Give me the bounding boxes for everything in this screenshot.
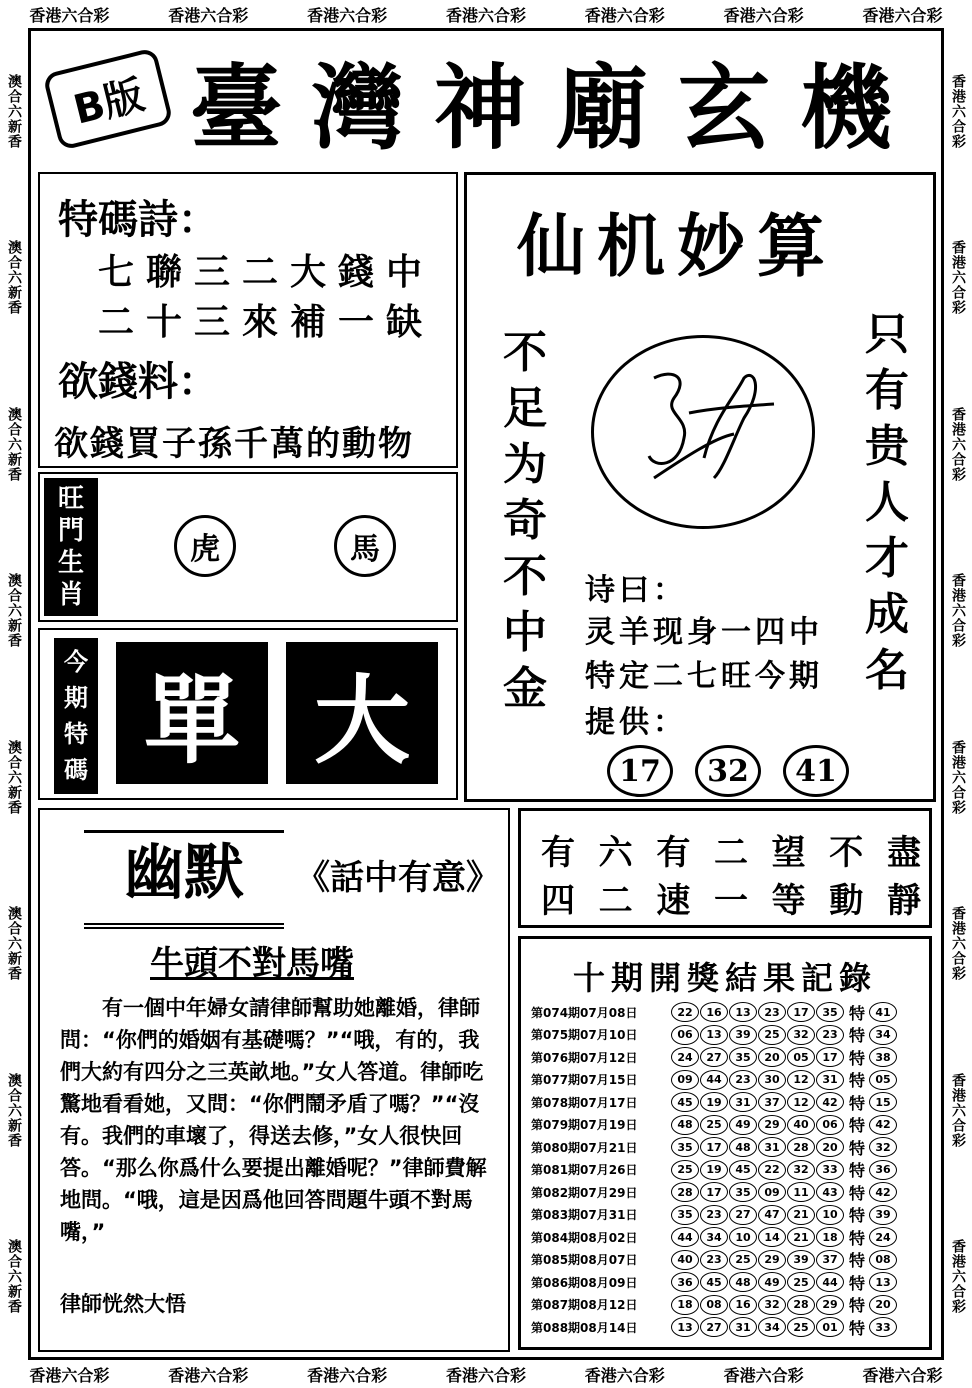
proverb-char: 一 bbox=[713, 881, 748, 921]
draw-period: 第088期08月14日 bbox=[531, 1320, 638, 1335]
special-number-ball: 42 bbox=[869, 1115, 897, 1135]
number-ball: 32 bbox=[695, 745, 761, 797]
number-ball: 21 bbox=[787, 1205, 815, 1225]
number-ball: 13 bbox=[671, 1317, 699, 1337]
label-char: 特 bbox=[64, 720, 88, 748]
proverb-char: 速 bbox=[656, 881, 691, 921]
number-ball: 18 bbox=[816, 1227, 844, 1247]
draw-period: 第076期07月12日 bbox=[531, 1050, 638, 1065]
proverb-section bbox=[518, 808, 932, 928]
special-label: 特 bbox=[848, 1206, 865, 1226]
draw-period: 第083期07月31日 bbox=[531, 1208, 638, 1223]
right-border-strip bbox=[944, 28, 972, 1360]
number-ball: 25 bbox=[700, 1115, 728, 1135]
handwriting-circle bbox=[591, 335, 815, 529]
poem-line-2: 特定二七旺今期 bbox=[585, 659, 823, 694]
provide-label: 提供： bbox=[585, 705, 687, 740]
border-text: 香港六合彩 bbox=[950, 573, 966, 649]
poem-line-2: 二十三來補一缺 bbox=[98, 301, 435, 343]
number-ball: 21 bbox=[787, 1227, 815, 1247]
xianji-section bbox=[464, 172, 936, 802]
number-ball: 23 bbox=[700, 1205, 728, 1225]
results-section bbox=[518, 936, 932, 1350]
table-row bbox=[531, 1181, 929, 1204]
label-char: 門 bbox=[57, 516, 84, 546]
number-ball: 06 bbox=[816, 1115, 844, 1135]
page-title: 臺灣神廟玄機 bbox=[190, 54, 923, 162]
number-ball: 12 bbox=[787, 1070, 815, 1090]
right-vertical-text bbox=[865, 307, 909, 699]
number-ball: 23 bbox=[816, 1025, 844, 1045]
bottom-border-strip bbox=[0, 1360, 972, 1388]
number-ball: 17 bbox=[607, 745, 673, 797]
label-char: 旺 bbox=[57, 484, 84, 514]
handwriting-glyph bbox=[594, 338, 806, 520]
special-number-ball: 42 bbox=[869, 1182, 897, 1202]
border-text: 香港六合彩 bbox=[950, 406, 966, 482]
number-ball: 25 bbox=[787, 1272, 815, 1292]
number-ball: 31 bbox=[729, 1317, 757, 1337]
special-label: 特 bbox=[848, 1251, 865, 1271]
number-ball: 35 bbox=[816, 1002, 844, 1022]
table-row bbox=[531, 1091, 929, 1114]
border-text: 澳合六新香 bbox=[6, 573, 22, 649]
joke-body: 有一個中年婦女請律師幫助她離婚，律師問：“你們的婚姻有基礎嗎？”“哦，有的，我們大約有四分之三英畝地。”女人答道。律師吃驚地看看她，又問：“你們鬧矛盾了嗎？”“沒有。我們的車壞了，得送去修，”女人很快回答。“那么你爲什么要提出離婚呢？”律師費解地問。“哦，這是因爲他回答問題牛頭不對馬嘴，” bbox=[60, 996, 487, 1244]
vertical-char: 成 bbox=[865, 589, 909, 640]
joke-ending: 律師恍然大悟 bbox=[60, 1292, 186, 1316]
results-list bbox=[531, 1001, 929, 1339]
number-ball: 22 bbox=[671, 1002, 699, 1022]
table-row bbox=[531, 1114, 929, 1137]
top-border-strip bbox=[0, 0, 972, 28]
number-ball: 48 bbox=[729, 1137, 757, 1157]
label-char: 生 bbox=[57, 548, 84, 578]
number-ball: 35 bbox=[671, 1205, 699, 1225]
number-ball: 41 bbox=[783, 745, 849, 797]
number-ball: 30 bbox=[758, 1070, 786, 1090]
results-title: 十期開獎結果記錄 bbox=[572, 959, 877, 997]
proverb-char: 靜 bbox=[886, 881, 921, 921]
number-ball: 08 bbox=[700, 1295, 728, 1315]
number-ball: 12 bbox=[787, 1092, 815, 1112]
border-text: 香港六合彩 bbox=[168, 1365, 249, 1385]
draw-period: 第079期07月19日 bbox=[531, 1118, 638, 1133]
draw-period: 第086期08月09日 bbox=[531, 1275, 638, 1290]
number-ball: 32 bbox=[787, 1160, 815, 1180]
border-text: 香港六合彩 bbox=[168, 5, 249, 25]
border-text: 香港六合彩 bbox=[723, 5, 804, 25]
number-ball: 17 bbox=[700, 1137, 728, 1157]
label-char: 碼 bbox=[64, 756, 88, 784]
left-vertical-text bbox=[503, 325, 547, 717]
proverb-row-1 bbox=[541, 825, 921, 874]
number-ball: 17 bbox=[787, 1002, 815, 1022]
number-ball: 40 bbox=[787, 1115, 815, 1135]
label-char: 今 bbox=[64, 648, 88, 676]
number-ball: 45 bbox=[671, 1092, 699, 1112]
proverb-char: 盡 bbox=[886, 833, 921, 873]
number-ball: 31 bbox=[758, 1137, 786, 1157]
number-ball: 32 bbox=[758, 1295, 786, 1315]
border-text: 香港六合彩 bbox=[862, 1365, 943, 1385]
number-ball: 45 bbox=[700, 1272, 728, 1292]
number-ball: 25 bbox=[671, 1160, 699, 1180]
number-ball: 44 bbox=[816, 1272, 844, 1292]
vertical-char: 中 bbox=[503, 607, 547, 658]
poem-line-1: 七聯三二大錢中 bbox=[98, 251, 435, 293]
proverb-char: 二 bbox=[598, 881, 633, 921]
table-row bbox=[531, 1159, 929, 1182]
big-value: 大 bbox=[286, 642, 438, 784]
number-ball: 27 bbox=[700, 1317, 728, 1337]
table-row bbox=[531, 1226, 929, 1249]
number-ball: 35 bbox=[729, 1182, 757, 1202]
vertical-char: 为 bbox=[503, 439, 547, 490]
number-ball: 31 bbox=[816, 1070, 844, 1090]
proverb-char: 動 bbox=[829, 881, 864, 921]
number-ball: 37 bbox=[758, 1092, 786, 1112]
proverb-char: 等 bbox=[771, 881, 806, 921]
special-label: 特 bbox=[848, 1116, 865, 1136]
number-ball: 06 bbox=[671, 1025, 699, 1045]
number-ball: 24 bbox=[671, 1047, 699, 1067]
number-ball: 32 bbox=[787, 1025, 815, 1045]
version-badge: B版 bbox=[42, 47, 173, 151]
number-ball: 34 bbox=[700, 1227, 728, 1247]
vertical-char: 有 bbox=[865, 365, 909, 416]
number-ball: 43 bbox=[816, 1182, 844, 1202]
number-ball: 19 bbox=[700, 1092, 728, 1112]
number-ball: 23 bbox=[700, 1250, 728, 1270]
number-ball: 27 bbox=[729, 1205, 757, 1225]
number-ball: 10 bbox=[729, 1227, 757, 1247]
proverb-char: 不 bbox=[829, 833, 864, 873]
table-row bbox=[531, 1294, 929, 1317]
number-ball: 17 bbox=[700, 1182, 728, 1202]
special-label: 特 bbox=[848, 1183, 865, 1203]
number-ball: 37 bbox=[816, 1250, 844, 1270]
draw-period: 第077期07月15日 bbox=[531, 1073, 638, 1088]
special-label: 特 bbox=[848, 1273, 865, 1293]
table-row bbox=[531, 1069, 929, 1092]
number-ball: 48 bbox=[671, 1115, 699, 1135]
zodiac-section bbox=[38, 472, 458, 622]
number-ball: 33 bbox=[816, 1160, 844, 1180]
number-ball: 10 bbox=[816, 1205, 844, 1225]
special-number-ball: 39 bbox=[869, 1205, 897, 1225]
number-ball: 39 bbox=[787, 1250, 815, 1270]
number-ball: 49 bbox=[729, 1115, 757, 1135]
joke-title: 幽默 bbox=[84, 830, 284, 929]
number-ball: 48 bbox=[729, 1272, 757, 1292]
special-number-ball: 15 bbox=[869, 1092, 897, 1112]
number-ball: 25 bbox=[758, 1025, 786, 1045]
special-number-ball: 20 bbox=[869, 1295, 897, 1315]
number-ball: 13 bbox=[700, 1025, 728, 1045]
draw-period: 第074期07月08日 bbox=[531, 1005, 638, 1020]
zodiac-label bbox=[44, 478, 98, 616]
border-text: 香港六合彩 bbox=[950, 73, 966, 149]
draw-period: 第080期07月21日 bbox=[531, 1140, 638, 1155]
number-ball: 47 bbox=[758, 1205, 786, 1225]
number-ball: 42 bbox=[816, 1092, 844, 1112]
table-row bbox=[531, 1249, 929, 1272]
border-text: 香港六合彩 bbox=[307, 1365, 388, 1385]
special-number-ball: 36 bbox=[869, 1160, 897, 1180]
special-label: 特 bbox=[848, 1318, 865, 1338]
draw-period: 第087期08月12日 bbox=[531, 1298, 638, 1313]
proverb-row-2 bbox=[541, 873, 921, 922]
special-label: 特 bbox=[848, 1026, 865, 1046]
special-number-ball: 34 bbox=[869, 1025, 897, 1045]
left-border-strip bbox=[0, 28, 28, 1360]
proverb-char: 望 bbox=[771, 833, 806, 873]
special-label: 特 bbox=[848, 1296, 865, 1316]
special-number-ball: 41 bbox=[869, 1002, 897, 1022]
number-ball: 40 bbox=[671, 1250, 699, 1270]
joke-tag: 《話中有意》 bbox=[296, 858, 500, 898]
border-text: 香港六合彩 bbox=[723, 1365, 804, 1385]
border-text: 香港六合彩 bbox=[445, 5, 526, 25]
number-ball: 35 bbox=[729, 1047, 757, 1067]
proverb-char: 有 bbox=[656, 833, 691, 873]
number-ball: 25 bbox=[729, 1250, 757, 1270]
special-number-ball: 08 bbox=[869, 1250, 897, 1270]
number-ball: 01 bbox=[816, 1317, 844, 1337]
horse-icon bbox=[320, 506, 410, 586]
joke-section bbox=[38, 808, 510, 1352]
border-text: 澳合六新香 bbox=[6, 739, 22, 815]
number-ball: 28 bbox=[671, 1182, 699, 1202]
number-ball: 44 bbox=[700, 1070, 728, 1090]
vertical-char: 不 bbox=[503, 327, 547, 378]
table-row bbox=[531, 1046, 929, 1069]
animal-label: 虎 bbox=[174, 515, 236, 577]
border-text: 香港六合彩 bbox=[29, 5, 110, 25]
vertical-char: 奇 bbox=[503, 495, 547, 546]
border-text: 香港六合彩 bbox=[950, 1072, 966, 1148]
draw-period: 第085期08月07日 bbox=[531, 1253, 638, 1268]
special-label: 特 bbox=[848, 1228, 865, 1248]
vertical-char: 名 bbox=[865, 645, 909, 696]
border-text: 香港六合彩 bbox=[862, 5, 943, 25]
border-text: 香港六合彩 bbox=[584, 5, 665, 25]
number-ball: 05 bbox=[787, 1047, 815, 1067]
vertical-char: 不 bbox=[503, 551, 547, 602]
table-row bbox=[531, 1024, 929, 1047]
number-ball: 44 bbox=[671, 1227, 699, 1247]
special-label: 特 bbox=[848, 1003, 865, 1023]
vertical-char: 足 bbox=[503, 383, 547, 434]
number-ball: 29 bbox=[816, 1295, 844, 1315]
border-text: 澳合六新香 bbox=[6, 240, 22, 316]
special-number-ball: 13 bbox=[869, 1272, 897, 1292]
border-text: 澳合六新香 bbox=[6, 1239, 22, 1315]
number-ball: 36 bbox=[671, 1272, 699, 1292]
number-ball: 13 bbox=[729, 1002, 757, 1022]
number-ball: 34 bbox=[758, 1317, 786, 1337]
header bbox=[40, 40, 932, 168]
number-ball: 23 bbox=[729, 1070, 757, 1090]
poem-section bbox=[38, 172, 458, 468]
border-text: 香港六合彩 bbox=[307, 5, 388, 25]
vertical-char: 人 bbox=[865, 477, 909, 528]
money-text: 欲錢買子孫千萬的動物 bbox=[54, 424, 414, 464]
proverb-char: 六 bbox=[598, 833, 633, 873]
number-ball: 14 bbox=[758, 1227, 786, 1247]
special-number-ball: 33 bbox=[869, 1317, 897, 1337]
special-label bbox=[54, 638, 98, 794]
draw-period: 第084期08月02日 bbox=[531, 1230, 638, 1245]
table-row bbox=[531, 1204, 929, 1227]
number-ball: 39 bbox=[729, 1025, 757, 1045]
vertical-char: 只 bbox=[865, 309, 909, 360]
joke-subtitle: 牛頭不對馬嘴 bbox=[150, 944, 354, 984]
draw-period: 第078期07月17日 bbox=[531, 1095, 638, 1110]
number-ball: 09 bbox=[671, 1070, 699, 1090]
special-label: 特 bbox=[848, 1138, 865, 1158]
border-text: 香港六合彩 bbox=[950, 739, 966, 815]
border-text: 香港六合彩 bbox=[950, 1239, 966, 1315]
table-row bbox=[531, 1136, 929, 1159]
number-ball: 28 bbox=[787, 1137, 815, 1157]
number-ball: 29 bbox=[758, 1115, 786, 1135]
special-number-ball: 38 bbox=[869, 1047, 897, 1067]
border-text: 香港六合彩 bbox=[950, 906, 966, 982]
border-text: 香港六合彩 bbox=[950, 240, 966, 316]
special-label: 特 bbox=[848, 1161, 865, 1181]
draw-period: 第081期07月26日 bbox=[531, 1163, 638, 1178]
special-number-ball: 05 bbox=[869, 1070, 897, 1090]
number-ball: 22 bbox=[758, 1160, 786, 1180]
number-ball: 16 bbox=[700, 1002, 728, 1022]
vertical-char: 才 bbox=[865, 533, 909, 584]
special-code-section bbox=[38, 628, 458, 800]
border-text: 澳合六新香 bbox=[6, 906, 22, 982]
number-ball: 29 bbox=[758, 1250, 786, 1270]
border-text: 香港六合彩 bbox=[29, 1365, 110, 1385]
animal-label: 馬 bbox=[334, 515, 396, 577]
number-ball: 18 bbox=[671, 1295, 699, 1315]
draw-period: 第075期07月10日 bbox=[531, 1028, 638, 1043]
draw-period: 第082期07月29日 bbox=[531, 1185, 638, 1200]
number-ball: 25 bbox=[787, 1317, 815, 1337]
number-ball: 27 bbox=[700, 1047, 728, 1067]
tiger-icon bbox=[160, 506, 250, 586]
number-ball: 19 bbox=[700, 1160, 728, 1180]
label-char: 肖 bbox=[57, 580, 84, 610]
border-text: 香港六合彩 bbox=[584, 1365, 665, 1385]
vertical-char: 金 bbox=[503, 663, 547, 714]
poem-heading: 诗曰： bbox=[585, 573, 687, 608]
number-ball: 45 bbox=[729, 1160, 757, 1180]
table-row bbox=[531, 1271, 929, 1294]
special-number-ball: 32 bbox=[869, 1137, 897, 1157]
poem-heading: 特碼詩： bbox=[58, 196, 218, 243]
special-label: 特 bbox=[848, 1093, 865, 1113]
xianji-title: 仙机妙算 bbox=[517, 207, 838, 287]
number-ball: 23 bbox=[758, 1002, 786, 1022]
table-row bbox=[531, 1316, 929, 1339]
proverb-char: 有 bbox=[541, 833, 575, 873]
border-text: 澳合六新香 bbox=[6, 406, 22, 482]
number-ball: 49 bbox=[758, 1272, 786, 1292]
vertical-char: 贵 bbox=[865, 421, 909, 472]
border-text: 澳合六新香 bbox=[6, 73, 22, 149]
number-ball: 20 bbox=[816, 1137, 844, 1157]
special-label: 特 bbox=[848, 1048, 865, 1068]
number-ball: 09 bbox=[758, 1182, 786, 1202]
label-char: 期 bbox=[64, 684, 88, 712]
number-ball: 31 bbox=[729, 1092, 757, 1112]
poem-line-1: 灵羊现身一四中 bbox=[585, 615, 823, 650]
number-ball: 11 bbox=[787, 1182, 815, 1202]
number-ball: 17 bbox=[816, 1047, 844, 1067]
border-text: 澳合六新香 bbox=[6, 1072, 22, 1148]
money-heading: 欲錢料： bbox=[58, 358, 218, 405]
number-ball: 28 bbox=[787, 1295, 815, 1315]
number-ball: 16 bbox=[729, 1295, 757, 1315]
proverb-char: 四 bbox=[541, 881, 575, 921]
table-row bbox=[531, 1001, 929, 1024]
proverb-char: 二 bbox=[713, 833, 748, 873]
border-text: 香港六合彩 bbox=[445, 1365, 526, 1385]
special-number-ball: 24 bbox=[869, 1227, 897, 1247]
special-label: 特 bbox=[848, 1071, 865, 1091]
number-ball: 20 bbox=[758, 1047, 786, 1067]
odd-value: 單 bbox=[116, 642, 268, 784]
number-ball: 35 bbox=[671, 1137, 699, 1157]
